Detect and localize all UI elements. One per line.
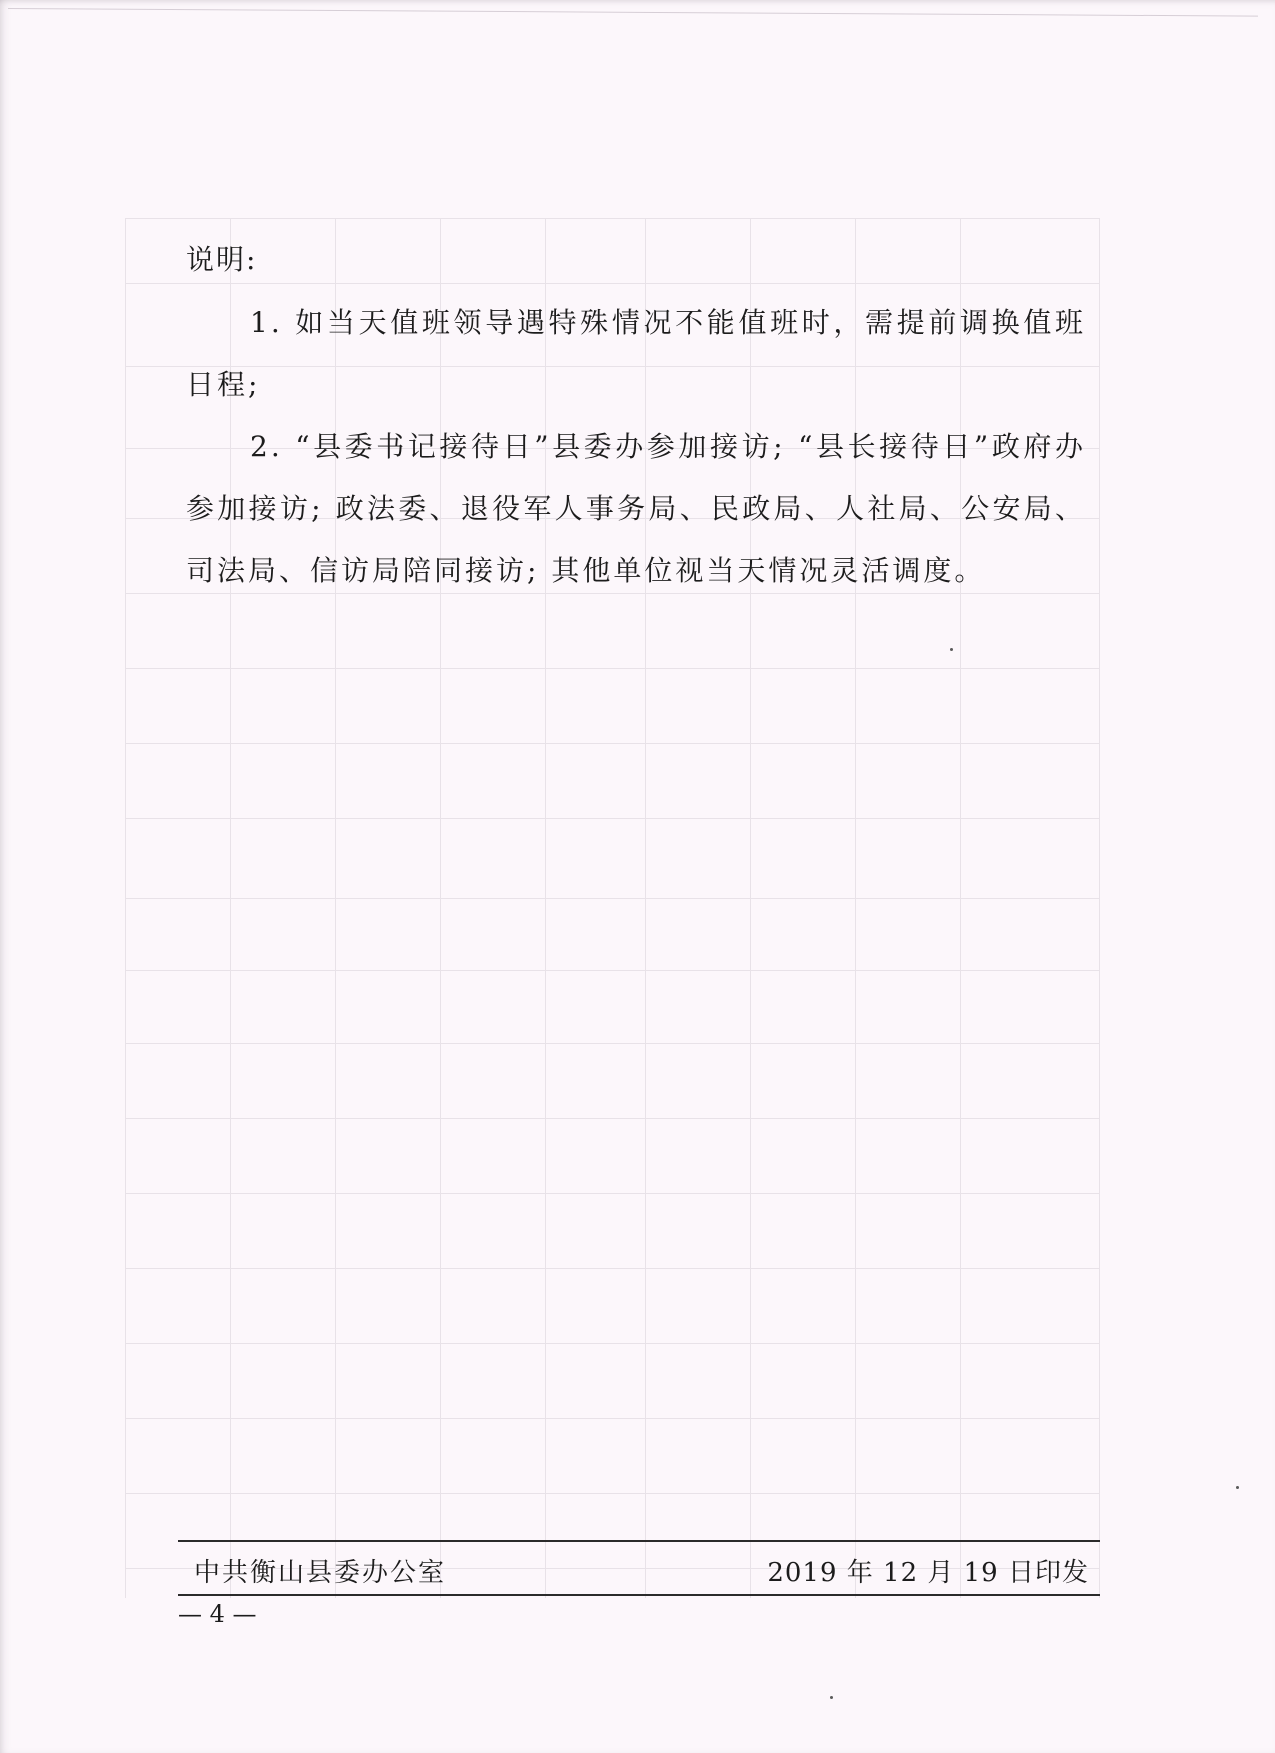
note-item-1: 1. 如当天值班领导遇特殊情况不能值班时，需提前调换值班日程; [186, 306, 1086, 401]
footer-rule-bottom [178, 1594, 1100, 1596]
scan-speck [1236, 1486, 1239, 1489]
note-item-2: 2. “县委书记接待日”县委办参加接访; “县长接待日”政府办参加接访; 政法委、退役军人事务局、民政局、人社局、公安局、司法局、信访局陪同接访; 其他单位视当天情况灵活调度。 [186, 430, 1086, 587]
page-number: — 4 — [178, 1600, 257, 1628]
scan-speck [830, 1696, 833, 1699]
scan-top-edge [8, 8, 1258, 17]
footer-rule-top [178, 1540, 1100, 1542]
issue-date: 2019 年 12 月 19 日印发 [767, 1558, 1089, 1588]
issuer-name: 中共衡山县委办公室 [194, 1558, 447, 1588]
scan-speck [950, 648, 953, 651]
notes-heading: 说明: [186, 243, 258, 276]
